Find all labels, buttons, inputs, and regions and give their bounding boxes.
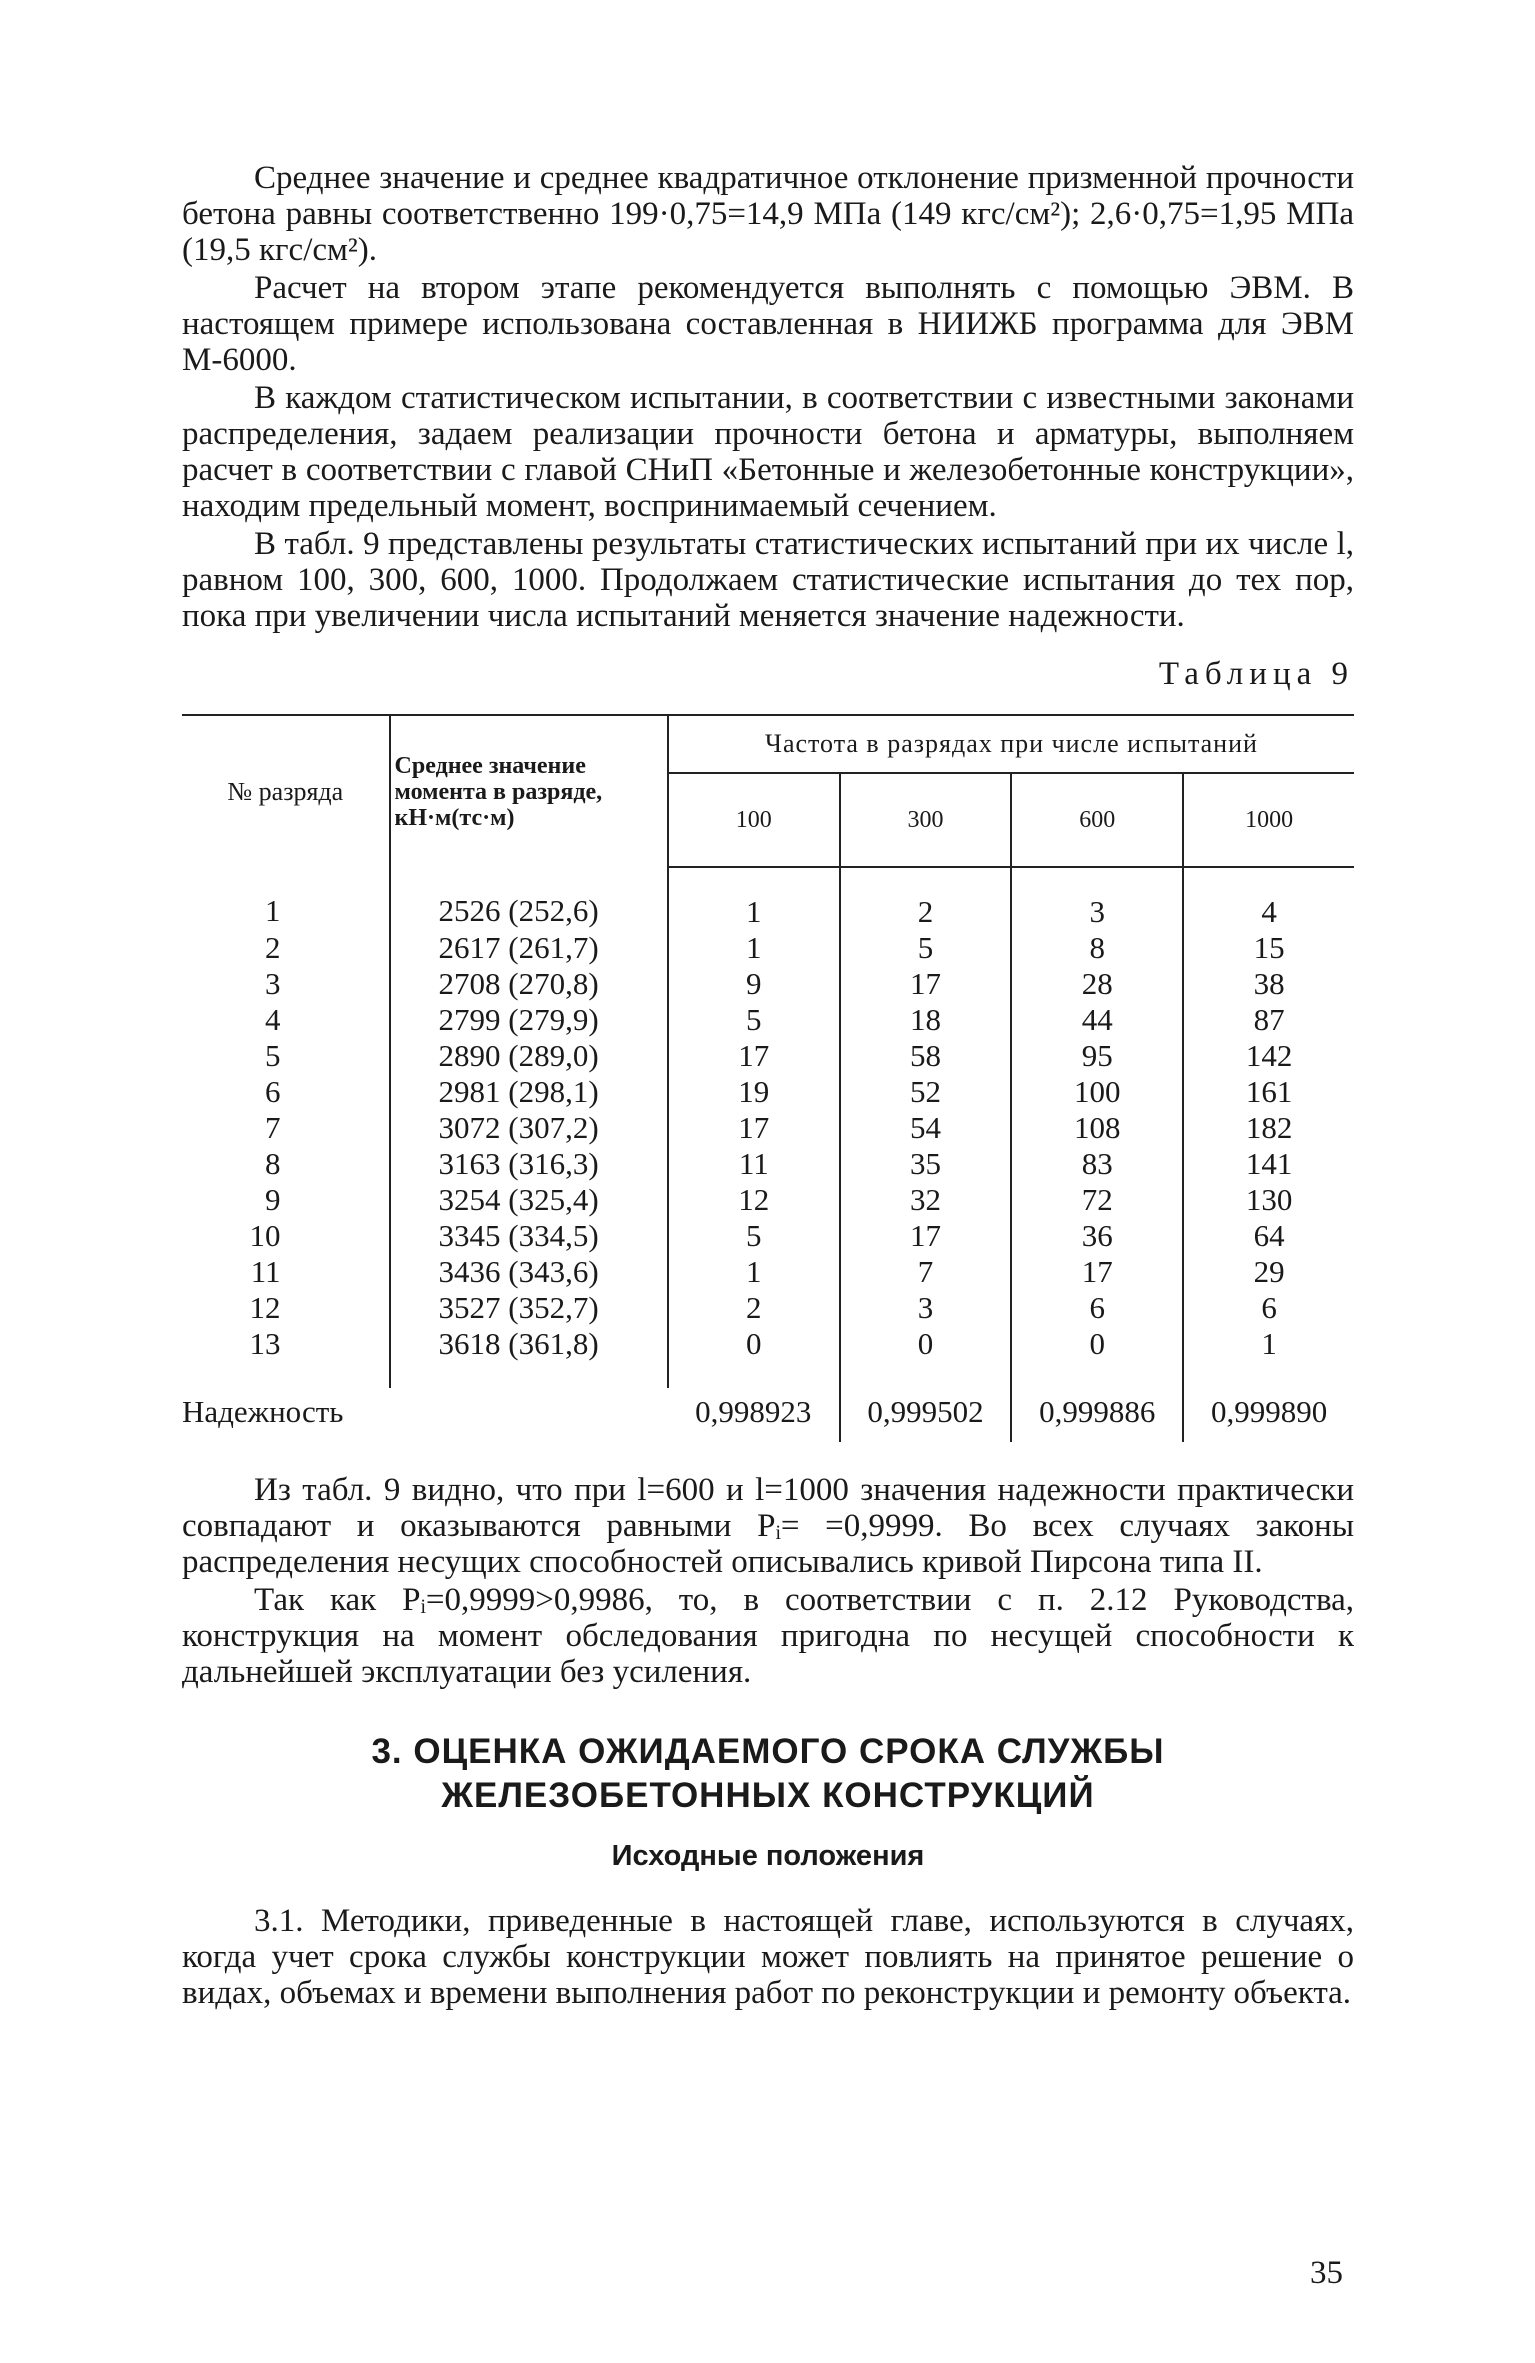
cell-moment: 3345 (334,5)	[390, 1218, 668, 1254]
cell-count-600: 3	[1011, 867, 1183, 930]
cell-count-100: 1	[668, 867, 840, 930]
cell-count-600: 0	[1011, 1326, 1183, 1362]
paragraph-prism-strength: Среднее значение и среднее квадратичное отклонение призменной прочности бетона равны соответственно 199·0,75=14,9 МПа (149 кгс/см²); 2,6·0,75=1,95 МПа (19,5 кгс/см²).	[182, 160, 1354, 268]
cell-count-300: 17	[840, 966, 1012, 1002]
cell-count-600: 100	[1011, 1074, 1183, 1110]
cell-count-300: 32	[840, 1182, 1012, 1218]
cell-rank: 11	[250, 1254, 281, 1289]
reliability-1000: 0,999890	[1210, 1394, 1328, 1429]
table-row	[182, 1146, 1354, 1182]
spacer-cell	[1011, 1362, 1183, 1388]
subsection-title: Исходные положения	[611, 1840, 925, 1872]
cell-count-600: 28	[1011, 966, 1183, 1002]
cell-rank: 1	[265, 893, 281, 928]
paragraph-table-analysis: Из табл. 9 видно, что при l=600 и l=1000 значения надежности практически совпадают и оказываются равными Pᵢ= =0,9999. Во всех случаях законы распределения несущих способностей описывались кривой Пирсона типа II.	[182, 1472, 1354, 1580]
cell-count-1000: 6	[1261, 1290, 1277, 1325]
cell-moment: 3072 (307,2)	[390, 1110, 668, 1146]
cell-rank: 5	[265, 1038, 281, 1073]
table-row	[182, 1254, 1354, 1290]
cell-count-600: 6	[1011, 1290, 1183, 1326]
cell-count-600: 83	[1011, 1146, 1183, 1182]
cell-count-100: 17	[668, 1110, 840, 1146]
reliability-300: 0,999502	[840, 1388, 1012, 1442]
cell-count-300: 35	[840, 1146, 1012, 1182]
cell-count-100: 12	[668, 1182, 840, 1218]
cell-count-100: 5	[668, 1002, 840, 1038]
spacer-cell	[840, 1362, 1012, 1388]
paragraph-methods: 3.1. Методики, приведенные в настоящей главе, используются в случаях, когда учет срока службы конструкции может повлиять на принятое решение о видах, объемах и времени выполнения работ по реконструкции и ремонту объекта.	[182, 1903, 1354, 2011]
cell-rank: 9	[265, 1182, 281, 1217]
page-number: 35	[1310, 2255, 1343, 2291]
cell-count-1000: 15	[1253, 930, 1285, 965]
cell-rank: 13	[249, 1326, 281, 1361]
header-frequency-group: Частота в разрядах при числе испытаний	[668, 715, 1354, 773]
cell-rank: 8	[265, 1146, 281, 1181]
cell-moment: 2890 (289,0)	[390, 1038, 668, 1074]
cell-count-1000: 29	[1253, 1254, 1285, 1289]
cell-moment: 3163 (316,3)	[390, 1146, 668, 1182]
paragraph-statistical-test: В каждом статистическом испытании, в соответствии с известными законами распределения, задаем реализации прочности бетона и арматуры, выполняем расчет в соответствии с главой СНиП «Бетонные и железобетонные конструкции», находим предельный момент, воспринимаемый сечением.	[182, 380, 1354, 524]
cell-count-100: 11	[668, 1146, 840, 1182]
cell-moment: 2617 (261,7)	[390, 930, 668, 966]
cell-count-100: 2	[668, 1290, 840, 1326]
cell-count-100: 1	[668, 930, 840, 966]
cell-count-600: 72	[1011, 1182, 1183, 1218]
spacer-cell	[1183, 1362, 1354, 1388]
cell-rank: 7	[265, 1110, 281, 1145]
cell-count-300: 52	[840, 1074, 1012, 1110]
paragraph-computer-calc: Расчет на втором этапе рекомендуется выполнять с помощью ЭВМ. В настоящем примере использована составленная в НИИЖБ программа для ЭВМ М-6000.	[182, 270, 1354, 378]
paragraph-table-intro: В табл. 9 представлены результаты статистических испытаний при их числе l, равном 100, 300, 600, 1000. Продолжаем статистические испытания до тех пор, пока при увеличении числа испытаний меняется значение надежности.	[182, 526, 1354, 634]
header-rank: № разряда	[182, 715, 390, 867]
reliability-100: 0,998923	[668, 1388, 840, 1442]
cell-count-100: 0	[668, 1326, 840, 1362]
cell-count-600: 108	[1011, 1110, 1183, 1146]
cell-count-100: 1	[668, 1254, 840, 1290]
table-row	[182, 1218, 1354, 1254]
document-page	[182, 160, 1354, 2011]
cell-count-1000: 1	[1261, 1326, 1277, 1361]
cell-count-100: 5	[668, 1218, 840, 1254]
section-title	[182, 1730, 1354, 1818]
cell-count-1000: 161	[1245, 1074, 1293, 1109]
table-spacer-row	[182, 1362, 1354, 1388]
table-row	[182, 1182, 1354, 1218]
cell-count-300: 18	[840, 1002, 1012, 1038]
cell-count-600: 44	[1011, 1002, 1183, 1038]
cell-count-600: 95	[1011, 1038, 1183, 1074]
cell-count-300: 58	[840, 1038, 1012, 1074]
reliability-600: 0,999886	[1011, 1388, 1183, 1442]
header-moment: Среднее значение момента в разряде, кН·м(тс·м)	[390, 715, 668, 867]
cell-moment: 2708 (270,8)	[390, 966, 668, 1002]
cell-count-600: 17	[1011, 1254, 1183, 1290]
spacer-cell	[668, 1362, 840, 1388]
paragraph-conclusion: Так как Pᵢ=0,9999>0,9986, то, в соответствии с п. 2.12 Руководства, конструкция на момент обследования пригодна по несущей способности к дальнейшей эксплуатации без усиления.	[182, 1582, 1354, 1690]
cell-count-300: 2	[840, 867, 1012, 930]
cell-count-300: 3	[840, 1290, 1012, 1326]
cell-moment: 3254 (325,4)	[390, 1182, 668, 1218]
cell-count-1000: 64	[1253, 1218, 1285, 1253]
table-row	[182, 930, 1354, 966]
cell-count-1000: 38	[1253, 966, 1285, 1001]
spacer-cell	[182, 1362, 390, 1388]
cell-count-100: 9	[668, 966, 840, 1002]
table-row	[182, 1074, 1354, 1110]
cell-count-1000: 182	[1245, 1110, 1293, 1145]
header-count-600: 600	[1011, 773, 1183, 867]
table-row	[182, 1002, 1354, 1038]
cell-moment: 2526 (252,6)	[390, 867, 668, 930]
table-caption: Таблица 9	[1158, 656, 1354, 692]
cell-count-600: 8	[1011, 930, 1183, 966]
cell-rank: 2	[265, 930, 281, 965]
table-row	[182, 966, 1354, 1002]
cell-moment: 3527 (352,7)	[390, 1290, 668, 1326]
cell-count-1000: 130	[1245, 1182, 1293, 1217]
table-row	[182, 1290, 1354, 1326]
cell-rank: 12	[249, 1290, 281, 1325]
table-row	[182, 1110, 1354, 1146]
cell-rank: 4	[265, 1002, 281, 1037]
cell-count-1000: 142	[1245, 1038, 1293, 1073]
cell-moment: 2799 (279,9)	[390, 1002, 668, 1038]
cell-rank: 3	[265, 966, 281, 1001]
cell-count-100: 17	[668, 1038, 840, 1074]
header-count-100: 100	[668, 773, 840, 867]
section-title-line-2: ЖЕЛЕЗОБЕТОННЫХ КОНСТРУКЦИЙ	[441, 1776, 1095, 1815]
cell-count-300: 5	[840, 930, 1012, 966]
cell-count-300: 7	[840, 1254, 1012, 1290]
frequency-table	[182, 714, 1354, 1442]
cell-count-300: 0	[840, 1326, 1012, 1362]
cell-count-100: 19	[668, 1074, 840, 1110]
cell-moment: 2981 (298,1)	[390, 1074, 668, 1110]
cell-count-1000: 141	[1245, 1146, 1293, 1181]
table-row	[182, 1038, 1354, 1074]
table-row	[182, 1326, 1354, 1362]
cell-count-300: 17	[840, 1218, 1012, 1254]
reliability-label: Надежность	[182, 1394, 344, 1429]
table-row	[182, 867, 1354, 930]
cell-rank: 6	[265, 1074, 281, 1109]
header-count-300: 300	[840, 773, 1012, 867]
section-title-line-1: 3. ОЦЕНКА ОЖИДАЕМОГО СРОКА СЛУЖБЫ	[371, 1732, 1165, 1771]
cell-count-300: 54	[840, 1110, 1012, 1146]
spacer-cell	[390, 1362, 668, 1388]
cell-rank: 10	[249, 1218, 281, 1253]
header-count-1000: 1000	[1183, 773, 1354, 867]
cell-moment: 3618 (361,8)	[390, 1326, 668, 1362]
cell-count-1000: 87	[1253, 1002, 1285, 1037]
cell-count-600: 36	[1011, 1218, 1183, 1254]
cell-count-1000: 4	[1261, 894, 1277, 929]
table-body	[182, 867, 1354, 1442]
reliability-row	[182, 1388, 1354, 1442]
cell-moment: 3436 (343,6)	[390, 1254, 668, 1290]
